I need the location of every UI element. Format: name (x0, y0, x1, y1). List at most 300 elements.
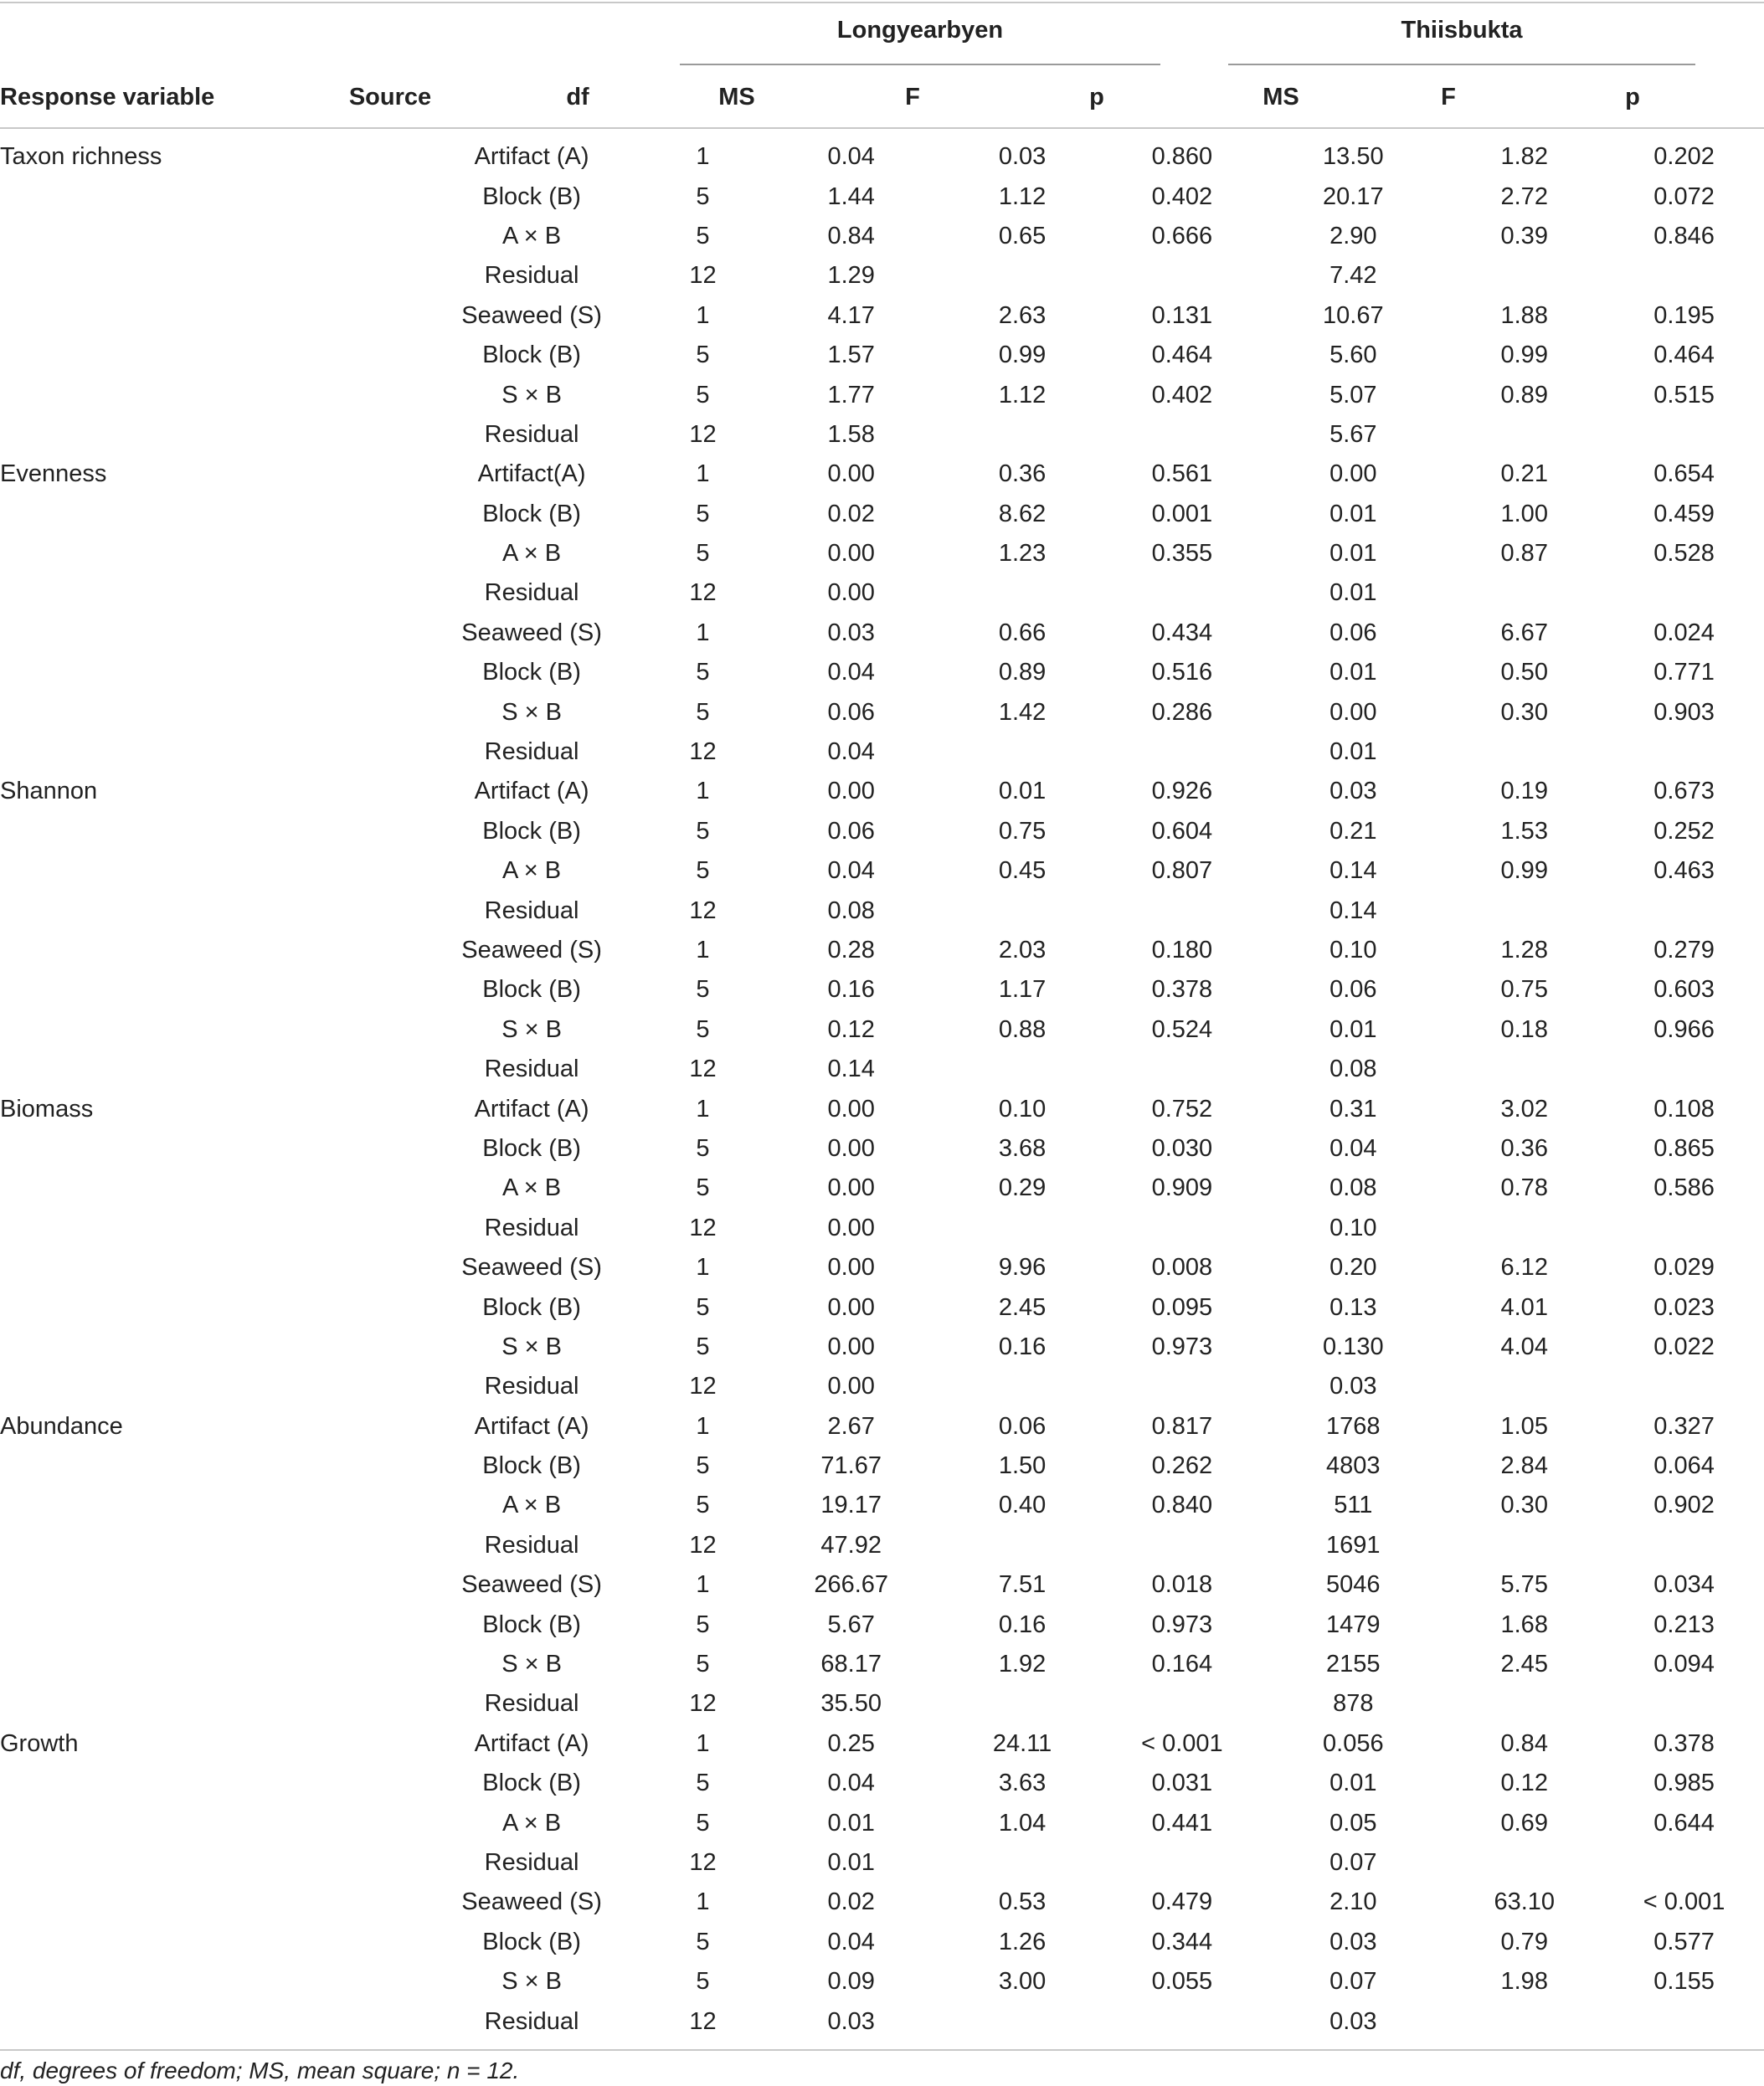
source-cell: Block (B) (482, 659, 581, 686)
table-row (0, 2001, 1764, 2041)
ms-longyearbyen-cell: 0.04 (827, 1770, 875, 1797)
response-variable-cell (0, 653, 418, 692)
f-thiisbukta-cell: 0.36 (1500, 1134, 1548, 1162)
ms-longyearbyen-cell: 1.57 (827, 342, 875, 369)
f-thiisbukta-cell: 1.28 (1500, 937, 1548, 963)
p-thiisbukta-cell (1604, 732, 1764, 772)
ms-longyearbyen-cell: 47.92 (820, 1531, 882, 1559)
table-row (0, 1407, 1764, 1446)
p-thiisbukta-cell (1604, 1367, 1764, 1406)
table-row (0, 256, 1764, 295)
f-thiisbukta-cell: 1.98 (1500, 1968, 1548, 1996)
df-cell: 12 (689, 420, 717, 448)
response-variable-cell (0, 1803, 418, 1842)
source-cell: Block (B) (482, 1611, 581, 1638)
source-cell: Residual (484, 897, 579, 924)
df-cell: 12 (689, 2007, 717, 2035)
f-longyearbyen-cell: 0.65 (998, 222, 1047, 249)
ms-thiisbukta-cell: 5.67 (1329, 420, 1377, 448)
table-row (0, 415, 1764, 455)
col-header-p-longyearbyen: p (1089, 84, 1104, 110)
f-longyearbyen-cell (943, 732, 1103, 772)
p-thiisbukta-cell: 0.279 (1653, 937, 1715, 963)
response-variable-cell (0, 1565, 418, 1605)
ms-thiisbukta-cell: 20.17 (1323, 182, 1384, 210)
response-variable-cell (0, 1010, 418, 1050)
ms-thiisbukta-cell: 1691 (1326, 1531, 1381, 1559)
p-thiisbukta-cell (1604, 573, 1764, 613)
p-thiisbukta-cell: 0.528 (1653, 540, 1715, 568)
response-variable-cell: Biomass (0, 1095, 94, 1123)
source-cell: Residual (484, 1531, 579, 1559)
p-thiisbukta-cell (1604, 415, 1764, 455)
f-thiisbukta-cell: 0.84 (1500, 1729, 1548, 1757)
p-longyearbyen-cell (1102, 415, 1262, 455)
header-rule (0, 127, 1764, 129)
ms-longyearbyen-cell: 0.08 (827, 897, 875, 924)
df-cell: 5 (696, 182, 710, 210)
p-longyearbyen-cell: 0.860 (1151, 143, 1213, 171)
response-variable-cell: Abundance (0, 1412, 123, 1440)
ms-longyearbyen-cell: 35.50 (820, 1690, 882, 1718)
df-cell: 5 (696, 1134, 710, 1162)
ms-longyearbyen-cell: 0.02 (827, 500, 875, 527)
table-row (0, 931, 1764, 970)
p-thiisbukta-cell: 0.464 (1653, 342, 1715, 369)
f-longyearbyen-cell (943, 891, 1103, 930)
p-longyearbyen-cell: 0.031 (1151, 1770, 1213, 1797)
f-thiisbukta-cell: 0.87 (1500, 540, 1548, 568)
p-thiisbukta-cell (1604, 1526, 1764, 1565)
f-longyearbyen-cell: 9.96 (998, 1254, 1047, 1282)
f-longyearbyen-cell: 3.68 (998, 1134, 1047, 1162)
f-thiisbukta-cell: 1.82 (1500, 143, 1548, 171)
p-thiisbukta-cell: 0.022 (1653, 1333, 1715, 1360)
ms-thiisbukta-cell: 1479 (1326, 1611, 1381, 1638)
ms-longyearbyen-cell: 5.67 (827, 1611, 875, 1638)
p-thiisbukta-cell: 0.202 (1653, 143, 1715, 171)
f-longyearbyen-cell (943, 573, 1103, 613)
ms-longyearbyen-cell: 0.04 (827, 738, 875, 766)
f-longyearbyen-cell: 1.12 (998, 182, 1047, 210)
table-row (0, 137, 1764, 177)
f-longyearbyen-cell (943, 1050, 1103, 1089)
response-variable-cell (0, 217, 418, 256)
ms-longyearbyen-cell: 0.04 (827, 1928, 875, 1955)
df-cell: 12 (689, 897, 717, 924)
table-row (0, 1724, 1764, 1764)
f-thiisbukta-cell (1444, 1684, 1604, 1724)
p-longyearbyen-cell: 0.464 (1151, 342, 1213, 369)
table-row (0, 1645, 1764, 1684)
ms-longyearbyen-cell: 71.67 (820, 1452, 882, 1480)
p-thiisbukta-cell: 0.902 (1653, 1492, 1715, 1519)
response-variable-cell (0, 1605, 418, 1644)
table-row (0, 1565, 1764, 1605)
source-cell: Block (B) (482, 500, 581, 527)
df-cell: 1 (696, 778, 710, 805)
f-longyearbyen-cell: 0.06 (998, 1412, 1047, 1440)
ms-thiisbukta-cell: 0.01 (1329, 540, 1377, 568)
f-thiisbukta-cell: 0.79 (1500, 1928, 1548, 1955)
p-thiisbukta-cell (1604, 256, 1764, 295)
df-cell: 5 (696, 1492, 710, 1519)
df-cell: 5 (696, 342, 710, 369)
df-cell: 1 (696, 1412, 710, 1440)
df-cell: 5 (696, 381, 710, 408)
p-longyearbyen-cell (1102, 1367, 1262, 1406)
ms-longyearbyen-cell: 0.16 (827, 976, 875, 1004)
table-row (0, 375, 1764, 414)
response-variable-cell (0, 1883, 418, 1922)
ms-longyearbyen-cell: 0.00 (827, 540, 875, 568)
table-row (0, 812, 1764, 851)
response-variable-cell (0, 1050, 418, 1089)
f-longyearbyen-cell: 2.45 (998, 1293, 1047, 1321)
f-longyearbyen-cell: 0.53 (998, 1888, 1047, 1916)
table-row (0, 1923, 1764, 1962)
source-cell: Residual (484, 1848, 579, 1876)
f-thiisbukta-cell: 1.53 (1500, 817, 1548, 845)
table-row (0, 1129, 1764, 1169)
table-row (0, 772, 1764, 811)
p-thiisbukta-cell: 0.024 (1653, 619, 1715, 646)
table-row (0, 336, 1764, 375)
response-variable-cell (0, 1486, 418, 1525)
table-row (0, 970, 1764, 1010)
source-cell: Residual (484, 2007, 579, 2035)
f-thiisbukta-cell: 0.99 (1500, 857, 1548, 885)
p-longyearbyen-cell: 0.817 (1151, 1412, 1213, 1440)
ms-longyearbyen-cell: 0.84 (827, 222, 875, 249)
source-cell: S × B (501, 1968, 562, 1996)
p-thiisbukta-cell: 0.252 (1653, 817, 1715, 845)
table-row (0, 1287, 1764, 1327)
df-cell: 5 (696, 1809, 710, 1837)
response-variable-cell (0, 256, 418, 295)
f-longyearbyen-cell: 0.99 (998, 342, 1047, 369)
f-longyearbyen-cell: 2.63 (998, 301, 1047, 329)
table-row (0, 1169, 1764, 1208)
source-cell: Block (B) (482, 1770, 581, 1797)
table-row (0, 1050, 1764, 1089)
df-cell: 12 (689, 1848, 717, 1876)
ms-thiisbukta-cell: 0.056 (1323, 1729, 1384, 1757)
ms-thiisbukta-cell: 0.14 (1329, 857, 1377, 885)
source-cell: Block (B) (482, 1134, 581, 1162)
table-row (0, 495, 1764, 534)
response-variable-cell (0, 931, 418, 970)
col-header-response-variable: Response variable (0, 84, 215, 110)
ms-thiisbukta-cell: 5.60 (1329, 342, 1377, 369)
f-longyearbyen-cell (943, 1843, 1103, 1883)
source-cell: Artifact (A) (474, 143, 589, 171)
source-cell: Residual (484, 738, 579, 766)
source-cell: Block (B) (482, 182, 581, 210)
ms-longyearbyen-cell: 1.44 (827, 182, 875, 210)
f-longyearbyen-cell: 0.40 (998, 1492, 1047, 1519)
source-cell: S × B (501, 1333, 562, 1360)
source-cell: Residual (484, 1214, 579, 1241)
p-longyearbyen-cell: 0.524 (1151, 1015, 1213, 1043)
response-variable-cell (0, 2001, 418, 2041)
f-longyearbyen-cell: 0.16 (998, 1611, 1047, 1638)
response-variable-cell (0, 1446, 418, 1486)
p-longyearbyen-cell: < 0.001 (1141, 1729, 1223, 1757)
table-row (0, 1526, 1764, 1565)
df-cell: 12 (689, 1214, 717, 1241)
p-thiisbukta-cell: 0.327 (1653, 1412, 1715, 1440)
f-longyearbyen-cell: 8.62 (998, 500, 1047, 527)
table-row (0, 1803, 1764, 1842)
table-row (0, 177, 1764, 216)
bottom-rule (0, 2049, 1764, 2051)
f-thiisbukta-cell: 0.89 (1500, 381, 1548, 408)
ms-thiisbukta-cell: 2.10 (1329, 1888, 1377, 1916)
ms-longyearbyen-cell: 0.25 (827, 1729, 875, 1757)
f-thiisbukta-cell (1444, 732, 1604, 772)
ms-longyearbyen-cell: 1.29 (827, 262, 875, 290)
f-longyearbyen-cell: 0.01 (998, 778, 1047, 805)
ms-thiisbukta-cell: 10.67 (1323, 301, 1384, 329)
response-variable-cell (0, 1248, 418, 1287)
ms-longyearbyen-cell: 0.02 (827, 1888, 875, 1916)
f-thiisbukta-cell: 0.19 (1500, 778, 1548, 805)
df-cell: 5 (696, 1293, 710, 1321)
p-thiisbukta-cell: 0.865 (1653, 1134, 1715, 1162)
f-longyearbyen-cell: 0.16 (998, 1333, 1047, 1360)
p-longyearbyen-cell: 0.516 (1151, 659, 1213, 686)
ms-longyearbyen-cell: 0.06 (827, 817, 875, 845)
response-variable-cell (0, 1923, 418, 1962)
ms-thiisbukta-cell: 13.50 (1323, 143, 1384, 171)
source-cell: A × B (502, 222, 562, 249)
ms-thiisbukta-cell: 0.06 (1329, 976, 1377, 1004)
p-thiisbukta-cell: 0.985 (1653, 1770, 1715, 1797)
p-thiisbukta-cell: 0.603 (1653, 976, 1715, 1004)
p-longyearbyen-cell (1102, 256, 1262, 295)
response-variable-cell (0, 1169, 418, 1208)
table-row (0, 1764, 1764, 1803)
p-thiisbukta-cell: 0.108 (1653, 1095, 1715, 1123)
df-cell: 12 (689, 1531, 717, 1559)
source-cell: Residual (484, 1373, 579, 1400)
ms-longyearbyen-cell: 0.04 (827, 143, 875, 171)
p-longyearbyen-cell: 0.355 (1151, 540, 1213, 568)
f-longyearbyen-cell (943, 2001, 1103, 2041)
ms-thiisbukta-cell: 0.03 (1329, 2007, 1377, 2035)
p-longyearbyen-cell: 0.434 (1151, 619, 1213, 646)
response-variable-cell (0, 1526, 418, 1565)
f-longyearbyen-cell: 1.17 (998, 976, 1047, 1004)
response-variable-cell: Shannon (0, 778, 98, 805)
source-cell: Block (B) (482, 1452, 581, 1480)
f-thiisbukta-cell: 0.30 (1500, 698, 1548, 726)
f-thiisbukta-cell (1444, 573, 1604, 613)
ms-longyearbyen-cell: 0.03 (827, 619, 875, 646)
p-longyearbyen-cell: 0.344 (1151, 1928, 1213, 1955)
p-longyearbyen-cell: 0.752 (1151, 1095, 1213, 1123)
response-variable-cell (0, 1645, 418, 1684)
df-cell: 1 (696, 619, 710, 646)
f-longyearbyen-cell (943, 415, 1103, 455)
p-thiisbukta-cell: 0.195 (1653, 301, 1715, 329)
p-longyearbyen-cell: 0.479 (1151, 1888, 1213, 1916)
df-cell: 5 (696, 1611, 710, 1638)
response-variable-cell (0, 495, 418, 534)
table-row (0, 1010, 1764, 1050)
p-longyearbyen-cell (1102, 1843, 1262, 1883)
source-cell: Seaweed (S) (461, 1571, 602, 1599)
ms-longyearbyen-cell: 0.00 (827, 460, 875, 488)
response-variable-cell (0, 415, 418, 455)
f-thiisbukta-cell: 0.18 (1500, 1015, 1548, 1043)
table-row (0, 1605, 1764, 1644)
f-longyearbyen-cell: 0.75 (998, 817, 1047, 845)
col-header-p-thiisbukta: p (1625, 84, 1640, 110)
f-longyearbyen-cell: 1.50 (998, 1452, 1047, 1480)
ms-longyearbyen-cell: 0.01 (827, 1809, 875, 1837)
df-cell: 12 (689, 1056, 717, 1083)
source-cell: Artifact (A) (474, 1412, 589, 1440)
f-thiisbukta-cell (1444, 1209, 1604, 1248)
p-longyearbyen-cell: 0.055 (1151, 1968, 1213, 1996)
response-variable-cell (0, 1764, 418, 1803)
p-longyearbyen-cell: 0.095 (1151, 1293, 1213, 1321)
ms-longyearbyen-cell: 0.00 (827, 778, 875, 805)
ms-thiisbukta-cell: 0.00 (1329, 460, 1377, 488)
f-thiisbukta-cell (1444, 1367, 1604, 1406)
response-variable-cell (0, 692, 418, 732)
site-header-thiisbukta: Thiisbukta (1401, 17, 1523, 44)
source-cell: Residual (484, 579, 579, 607)
source-cell: A × B (502, 1174, 562, 1202)
p-thiisbukta-cell (1604, 891, 1764, 930)
f-thiisbukta-cell: 1.05 (1500, 1412, 1548, 1440)
ms-longyearbyen-cell: 0.00 (827, 1174, 875, 1202)
p-thiisbukta-cell: 0.577 (1653, 1928, 1715, 1955)
p-thiisbukta-cell: 0.654 (1653, 460, 1715, 488)
p-longyearbyen-cell: 0.131 (1151, 301, 1213, 329)
response-variable-cell (0, 177, 418, 216)
response-variable-cell (0, 1129, 418, 1169)
response-variable-cell: Evenness (0, 460, 107, 488)
ms-thiisbukta-cell: 4803 (1326, 1452, 1381, 1480)
ms-longyearbyen-cell: 19.17 (820, 1492, 882, 1519)
table-row (0, 1486, 1764, 1525)
source-cell: Residual (484, 262, 579, 290)
ms-longyearbyen-cell: 0.00 (827, 1254, 875, 1282)
f-longyearbyen-cell: 2.03 (998, 937, 1047, 963)
table-row (0, 692, 1764, 732)
f-thiisbukta-cell: 4.04 (1500, 1333, 1548, 1360)
ms-longyearbyen-cell: 0.00 (827, 1373, 875, 1400)
table-row (0, 1962, 1764, 2001)
df-cell: 5 (696, 1968, 710, 1996)
p-longyearbyen-cell: 0.840 (1151, 1492, 1213, 1519)
p-thiisbukta-cell: 0.644 (1653, 1809, 1715, 1837)
p-thiisbukta-cell: 0.029 (1653, 1254, 1715, 1282)
ms-thiisbukta-cell: 0.00 (1329, 698, 1377, 726)
ms-thiisbukta-cell: 0.14 (1329, 897, 1377, 924)
f-thiisbukta-cell: 63.10 (1494, 1888, 1556, 1916)
response-variable-cell (0, 732, 418, 772)
df-cell: 1 (696, 1729, 710, 1757)
source-cell: S × B (501, 381, 562, 408)
source-cell: S × B (501, 1015, 562, 1043)
table-row (0, 296, 1764, 336)
ms-thiisbukta-cell: 0.01 (1329, 738, 1377, 766)
f-thiisbukta-cell: 0.12 (1500, 1770, 1548, 1797)
response-variable-cell (0, 1843, 418, 1883)
source-cell: A × B (502, 1492, 562, 1519)
f-thiisbukta-cell: 0.39 (1500, 222, 1548, 249)
response-variable-cell (0, 1962, 418, 2001)
table-body (0, 137, 1764, 2042)
source-cell: Block (B) (482, 342, 581, 369)
table-row (0, 1883, 1764, 1922)
p-thiisbukta-cell: < 0.001 (1643, 1888, 1725, 1916)
df-cell: 5 (696, 1015, 710, 1043)
f-thiisbukta-cell: 2.84 (1500, 1452, 1548, 1480)
ms-thiisbukta-cell: 0.08 (1329, 1174, 1377, 1202)
p-thiisbukta-cell (1604, 1684, 1764, 1724)
p-longyearbyen-cell: 0.973 (1151, 1611, 1213, 1638)
response-variable-cell (0, 851, 418, 891)
ms-thiisbukta-cell: 0.130 (1323, 1333, 1384, 1360)
df-cell: 5 (696, 1651, 710, 1678)
ms-thiisbukta-cell: 0.03 (1329, 778, 1377, 805)
p-longyearbyen-cell: 0.001 (1151, 500, 1213, 527)
footnote: df, degrees of freedom; MS, mean square; n = 12. (0, 2058, 520, 2083)
response-variable-cell (0, 1328, 418, 1367)
p-thiisbukta-cell: 0.023 (1653, 1293, 1715, 1321)
p-longyearbyen-cell: 0.030 (1151, 1134, 1213, 1162)
df-cell: 1 (696, 1254, 710, 1282)
source-cell: Seaweed (S) (461, 619, 602, 646)
ms-longyearbyen-cell: 4.17 (827, 301, 875, 329)
df-cell: 5 (696, 500, 710, 527)
col-header-ms-thiisbukta: MS (1263, 84, 1299, 110)
p-longyearbyen-cell: 0.402 (1151, 182, 1213, 210)
ms-thiisbukta-cell: 511 (1334, 1492, 1373, 1519)
response-variable-cell: Growth (0, 1729, 79, 1757)
p-longyearbyen-cell (1102, 1526, 1262, 1565)
col-header-f-thiisbukta: F (1441, 84, 1456, 110)
ms-longyearbyen-cell: 0.09 (827, 1968, 875, 1996)
f-longyearbyen-cell: 3.00 (998, 1968, 1047, 1996)
p-thiisbukta-cell (1604, 2001, 1764, 2041)
df-cell: 5 (696, 1770, 710, 1797)
response-variable-cell (0, 812, 418, 851)
response-variable-cell (0, 573, 418, 613)
p-longyearbyen-cell (1102, 891, 1262, 930)
table-row (0, 1446, 1764, 1486)
table-row (0, 1328, 1764, 1367)
p-longyearbyen-cell (1102, 1684, 1262, 1724)
df-cell: 5 (696, 817, 710, 845)
table-row (0, 1367, 1764, 1406)
f-longyearbyen-cell: 7.51 (998, 1571, 1047, 1599)
f-longyearbyen-cell: 0.66 (998, 619, 1047, 646)
p-longyearbyen-cell: 0.561 (1151, 460, 1213, 488)
p-thiisbukta-cell: 0.673 (1653, 778, 1715, 805)
table-row (0, 732, 1764, 772)
df-cell: 1 (696, 1571, 710, 1599)
table-row (0, 1684, 1764, 1724)
ms-thiisbukta-cell: 0.05 (1329, 1809, 1377, 1837)
f-thiisbukta-cell: 2.72 (1500, 182, 1548, 210)
